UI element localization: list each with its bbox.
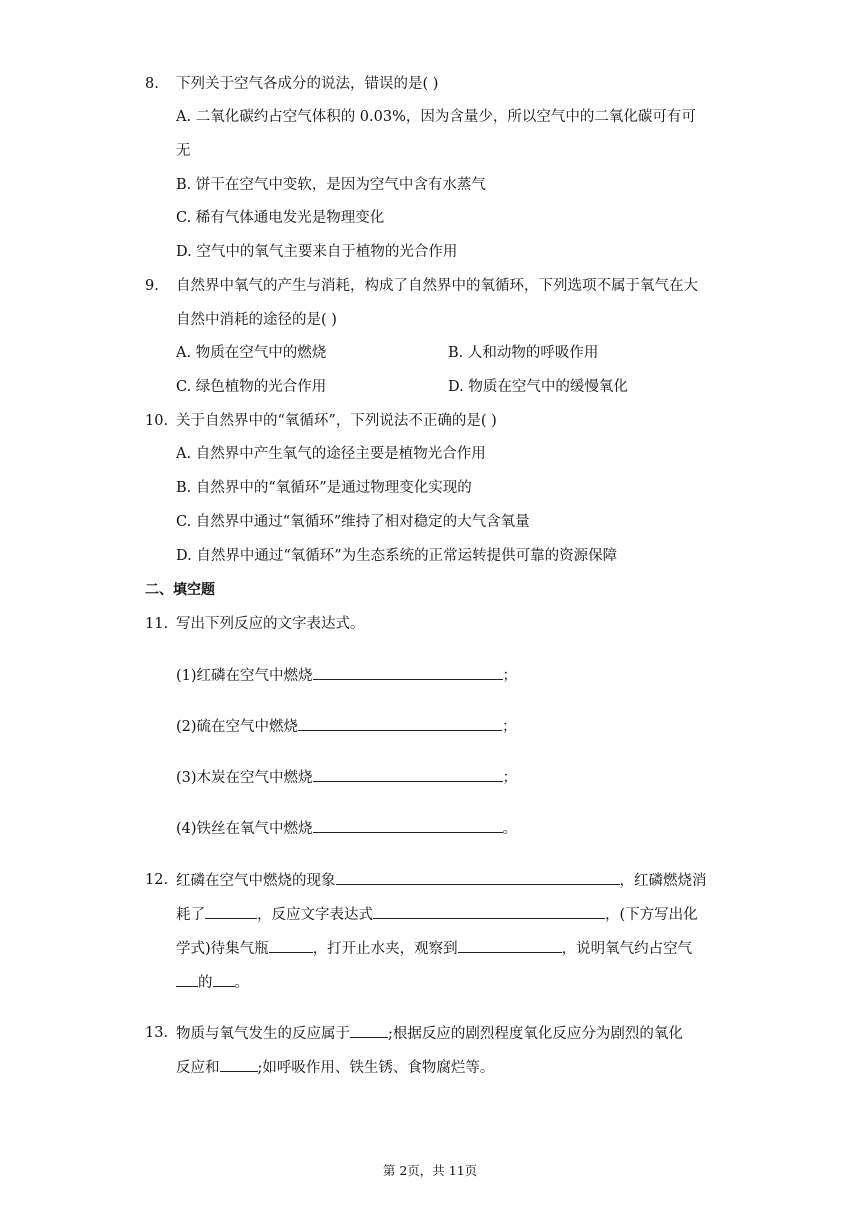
item-1-end: ； xyxy=(502,668,518,684)
question-9-stem-line-2: 自然中消耗的途径的是( ) xyxy=(176,312,337,328)
question-11-item-3 xyxy=(176,767,517,788)
section-heading-fill-in: 二、填空题 xyxy=(145,582,215,598)
question-9-option-b: B. 人和动物的呼吸作用 xyxy=(448,345,599,361)
question-11-stem: 写出下列反应的文字表达式。 xyxy=(176,616,365,632)
question-8-option-c: C. 稀有气体通电发光是物理变化 xyxy=(176,210,385,226)
q13-text-2: ;根据反应的剧烈程度氧化反应分为剧烈的氧化 xyxy=(388,1026,683,1042)
q12-text-7: ，打开止水夹，观察到 xyxy=(312,941,458,957)
question-8-option-a: A. 二氧化碳约占空气体积的 0.03%，因为含量少，所以空气中的二氧化碳可有可 xyxy=(176,109,696,125)
question-12-line-3 xyxy=(176,938,692,959)
question-13-line-2 xyxy=(176,1057,494,1078)
question-10-option-a: A. 自然界中产生氧气的途径主要是植物光合作用 xyxy=(176,446,486,462)
q12-blank-bottle[interactable] xyxy=(269,938,313,953)
question-11-item-1 xyxy=(176,665,517,686)
q13-blank-reaction-type[interactable] xyxy=(350,1023,388,1038)
q12-text-9: 的 xyxy=(198,975,213,991)
q12-blank-fraction[interactable] xyxy=(176,972,198,987)
q13-text-1: 物质与氧气发生的反应属于 xyxy=(176,1026,350,1042)
question-8-option-d: D. 空气中的氧气主要来自于植物的光合作用 xyxy=(176,244,458,260)
question-9-number: 9. xyxy=(145,278,159,294)
question-13-line-1 xyxy=(176,1023,683,1044)
question-10-option-c: C. 自然界中通过“氧循环”维持了相对稳定的大气含氧量 xyxy=(176,514,530,530)
question-12-line-1 xyxy=(176,870,707,891)
q12-blank-observe[interactable] xyxy=(458,938,562,953)
item-3-label: (3)木炭在空气中燃烧 xyxy=(176,770,313,786)
item-2-blank[interactable] xyxy=(298,716,502,731)
q12-blank-phenomenon[interactable] xyxy=(336,870,620,885)
item-2-label: (2)硫在空气中燃烧 xyxy=(176,719,299,735)
question-12-line-2 xyxy=(176,904,698,925)
question-11-number: 11. xyxy=(145,616,169,632)
question-10-option-b: B. 自然界中的“氧循环”是通过物理变化实现的 xyxy=(176,480,472,496)
question-11-item-2 xyxy=(176,716,517,737)
q12-text-2: ，红磷燃烧消 xyxy=(619,873,707,889)
item-1-blank[interactable] xyxy=(313,665,503,680)
q12-text-6: 学式)待集气瓶 xyxy=(176,941,269,957)
question-9-option-c: C. 绿色植物的光合作用 xyxy=(176,379,327,395)
question-8-number: 8. xyxy=(145,76,159,92)
q13-text-3: 反应和 xyxy=(176,1060,220,1076)
q12-text-8: ，说明氧气约占空气 xyxy=(561,941,693,957)
question-9-option-d: D. 物质在空气中的缓慢氧化 xyxy=(448,379,628,395)
q12-blank-expression[interactable] xyxy=(373,904,605,919)
q12-text-10: 。 xyxy=(234,975,249,991)
question-12-line-4 xyxy=(176,972,249,993)
question-10-number: 10. xyxy=(145,413,169,429)
q12-text-3: 耗了 xyxy=(176,907,205,923)
item-3-blank[interactable] xyxy=(313,767,503,782)
item-4-blank[interactable] xyxy=(313,818,503,833)
question-10-stem: 关于自然界中的“氧循环”，下列说法不正确的是( ) xyxy=(176,413,497,429)
item-4-label: (4)铁丝在氧气中燃烧 xyxy=(176,821,313,837)
question-10-option-d: D. 自然界中通过“氧循环”为生态系统的正常运转提供可靠的资源保障 xyxy=(176,548,618,564)
question-8-option-a-continued: 无 xyxy=(176,143,191,159)
q12-text-5: ，(下方写出化 xyxy=(605,907,698,923)
question-9-stem-line-1: 自然界中氧气的产生与消耗，构成了自然界中的氧循环，下列选项不属于氧气在大 xyxy=(176,278,698,294)
q12-blank-portion[interactable] xyxy=(213,972,235,987)
q13-blank-slow-oxidation[interactable] xyxy=(220,1057,258,1072)
page-footer: 第 2页，共 11页 xyxy=(382,1163,478,1178)
item-4-end: 。 xyxy=(502,821,518,837)
q12-text-1: 红磷在空气中燃烧的现象 xyxy=(176,873,336,889)
q13-text-4: ;如呼吸作用、铁生锈、食物腐烂等。 xyxy=(257,1060,495,1076)
item-1-label: (1)红磷在空气中燃烧 xyxy=(176,668,313,684)
q12-blank-consumed[interactable] xyxy=(205,904,257,919)
item-3-end: ； xyxy=(502,770,518,786)
question-12-number: 12. xyxy=(145,872,169,888)
question-9-option-a: A. 物质在空气中的燃烧 xyxy=(176,345,327,361)
question-8-option-b: B. 饼干在空气中变软，是因为空气中含有水蒸气 xyxy=(176,177,486,193)
q12-text-4: ，反应文字表达式 xyxy=(257,907,373,923)
question-8-stem: 下列关于空气各成分的说法，错误的是( ) xyxy=(176,76,439,92)
question-13-number: 13. xyxy=(145,1025,169,1041)
question-11-item-4 xyxy=(176,818,517,839)
item-2-end: ； xyxy=(502,719,517,735)
